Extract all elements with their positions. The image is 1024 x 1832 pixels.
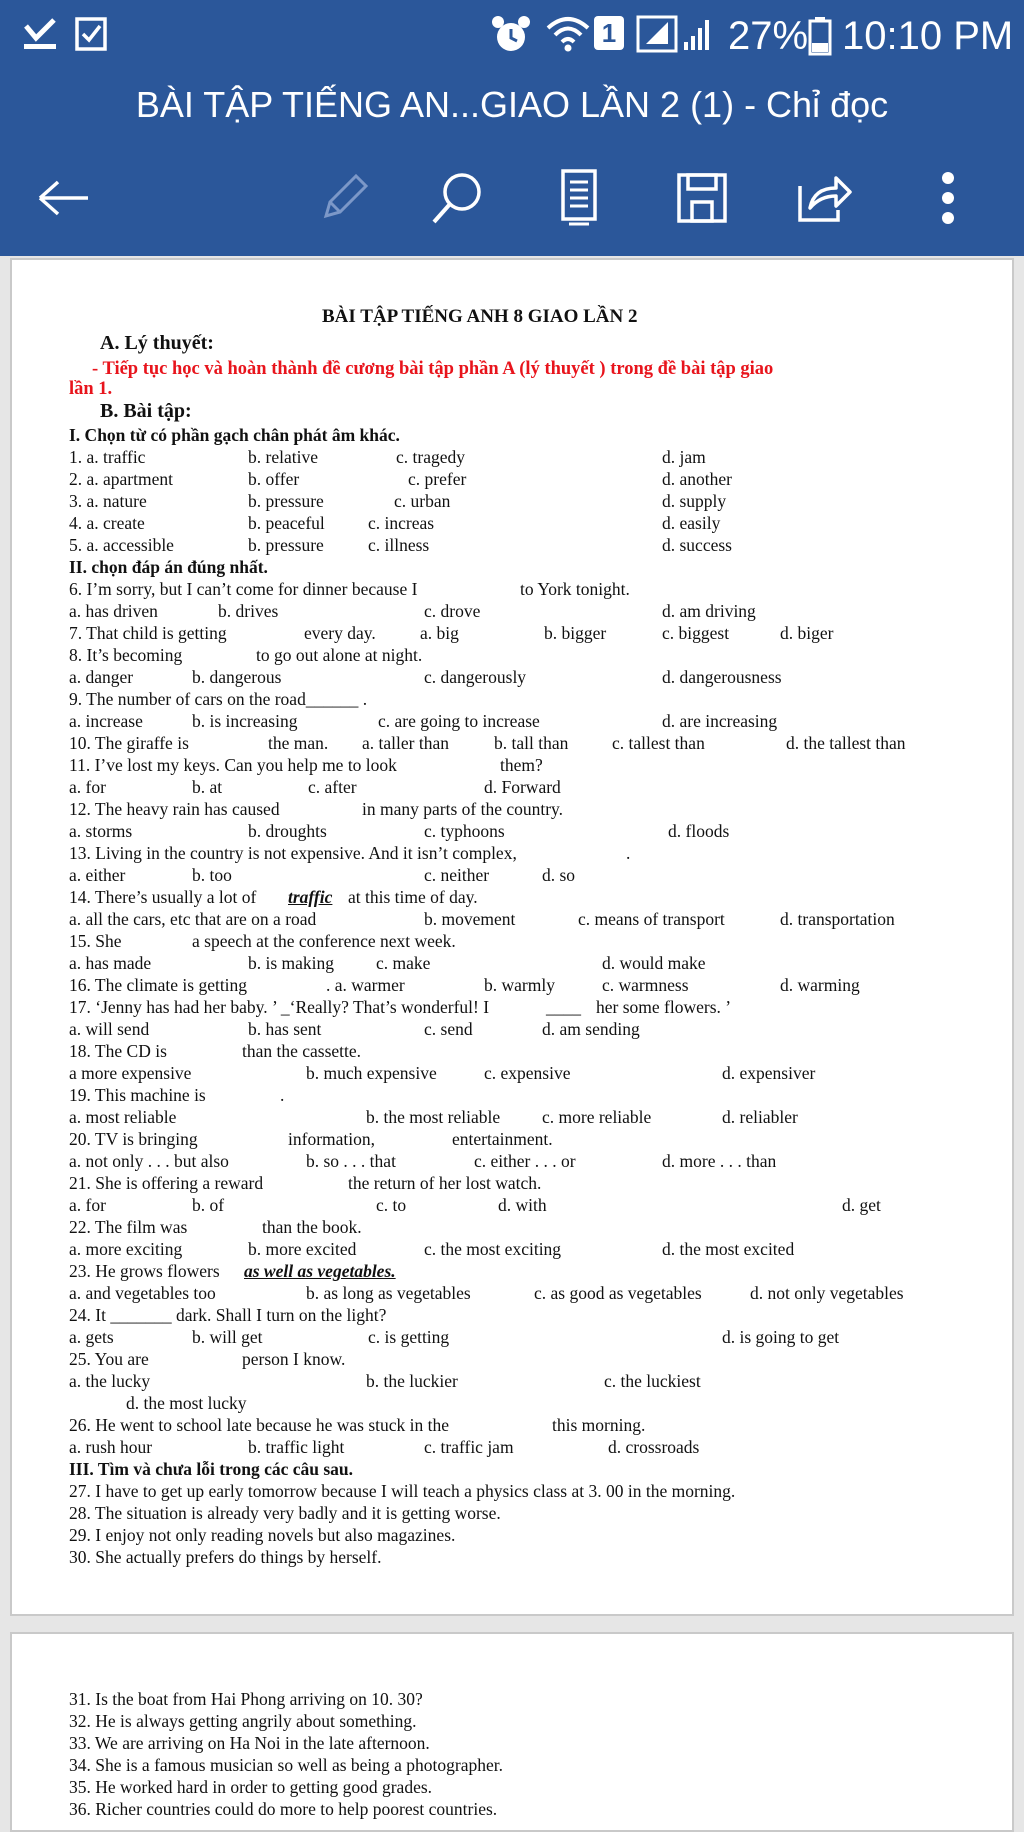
error-sentence: 31. Is the boat from Hai Phong arriving on 10. 30? <box>69 1689 423 1709</box>
answer-option: a. most reliable <box>69 1107 177 1127</box>
question-stem: 6. I’m sorry, but I can’t come for dinner because I <box>69 579 418 599</box>
answer-option: b. the luckier <box>366 1371 458 1391</box>
question-stem-tail: than the book. <box>262 1217 362 1237</box>
answer-option: a. either <box>69 865 126 885</box>
share-icon <box>794 170 854 226</box>
answer-option: a. not only . . . but also <box>69 1151 229 1171</box>
answer-option: b. much expensive <box>306 1063 437 1083</box>
answer-option: d. the tallest than <box>786 733 906 753</box>
answer-option: b. has sent <box>248 1019 322 1039</box>
answer-option: a. taller than <box>362 733 449 753</box>
answer-option: c. either . . . or <box>474 1151 576 1171</box>
share-button[interactable] <box>786 160 862 236</box>
answer-option: d. is going to get <box>722 1327 840 1347</box>
answer-option: b. traffic light <box>248 1437 345 1457</box>
question-stem: 24. It _______ dark. Shall I turn on the light? <box>69 1305 387 1325</box>
answer-option: b. will get <box>192 1327 263 1347</box>
answer-option: b. drives <box>218 601 279 621</box>
save-button[interactable] <box>664 160 740 236</box>
document-file-title: BÀI TẬP TIẾNG AN...GIAO LẦN 2 (1) - Chỉ đọc <box>135 84 889 125</box>
question-stem: 17. ‘Jenny has had her baby. ’ _‘Really? That’s wonderful! I <box>69 997 490 1017</box>
error-sentence: 30. She actually prefers do things by herself. <box>69 1547 382 1567</box>
error-sentence: 35. He worked hard in order to getting good grades. <box>69 1777 433 1797</box>
theory-note: - Tiếp tục học và hoàn thành đề cương bài tập phần A (lý thuyết ) trong đề bài tập giao <box>92 359 774 379</box>
answer-option: d. dangerousness <box>662 667 782 687</box>
answer-option: a. has made <box>69 953 152 973</box>
answer-option: a. the lucky <box>69 1371 151 1391</box>
answer-option: a. storms <box>69 821 133 841</box>
search-icon <box>428 168 488 228</box>
question-stem-tail: than the cassette. <box>242 1041 362 1061</box>
answer-option: d. biger <box>780 623 834 643</box>
question-stem-tail: . a. warmer <box>326 975 405 995</box>
question-stem: 19. This machine is <box>69 1085 206 1105</box>
question-stem-tail: this morning. <box>552 1415 646 1435</box>
answer-option: a. has driven <box>69 601 158 621</box>
edit-icon <box>316 170 372 226</box>
question-stem-tail: at this time of day. <box>348 887 478 907</box>
document-title-bar <box>0 72 1024 138</box>
question-stem: 21. She is offering a reward <box>69 1173 264 1193</box>
answer-option: c. drove <box>424 601 481 621</box>
question-stem: 7. That child is getting <box>69 623 227 643</box>
question-stem-tail: the man. <box>268 733 329 753</box>
part-iii-heading: III. Tìm và chưa lỗi trong các câu sau. <box>69 1459 354 1479</box>
more-icon <box>940 170 956 226</box>
answer-option: d. crossroads <box>608 1437 700 1457</box>
battery-percent: 27% <box>728 14 809 58</box>
answer-option: c. as good as vegetables <box>534 1283 702 1303</box>
question-stem-tail: . <box>626 843 631 863</box>
signal-icon <box>636 14 716 65</box>
back-icon <box>36 178 92 218</box>
document-page-2[interactable] <box>10 1632 1014 1832</box>
question-stem: 18. The CD is <box>69 1041 167 1061</box>
reading-view-button[interactable] <box>541 160 617 236</box>
search-button[interactable] <box>420 160 496 236</box>
question-keyword: as well as vegetables. <box>244 1261 396 1281</box>
question-stem-tail: them? <box>500 755 543 775</box>
answer-option: b. dangerous <box>192 667 282 687</box>
question-stem: 20. TV is bringing <box>69 1129 198 1149</box>
answer-option: d. am driving <box>662 601 756 621</box>
answer-option: b. is increasing <box>192 711 298 731</box>
alarm-icon <box>490 14 532 67</box>
answer-option: a. for <box>69 777 106 797</box>
question-stem-tail: person I know. <box>242 1349 346 1369</box>
question-stem-tail: . <box>280 1085 285 1105</box>
answer-option: c. make <box>376 953 431 973</box>
question-stem: 25. You are <box>69 1349 149 1369</box>
checkbox-notification-icon <box>74 14 110 65</box>
clock-time: 10:10 PM <box>842 14 1014 58</box>
back-button[interactable] <box>26 160 102 236</box>
answer-option: d. so <box>542 865 576 885</box>
answer-option: c. warmness <box>602 975 689 995</box>
answer-option: d. transportation <box>780 909 895 929</box>
question-stem-tail: a speech at the conference next week. <box>192 931 456 951</box>
answer-option: b. at <box>192 777 223 797</box>
part-ii-heading: II. chọn đáp án đúng nhất. <box>69 557 268 577</box>
answer-option: a. for <box>69 1195 106 1215</box>
save-icon <box>674 170 730 226</box>
error-sentence: 32. He is always getting angrily about something. <box>69 1711 417 1731</box>
answer-option: b. tall than <box>494 733 569 753</box>
error-sentence: 27. I have to get up early tomorrow because I will teach a physics class at 3. 00 in the morning. <box>69 1481 736 1501</box>
answer-option: a. will send <box>69 1019 150 1039</box>
answer-option: c. typhoons <box>424 821 505 841</box>
answer-option: c. are going to increase <box>378 711 540 731</box>
doc-heading: BÀI TẬP TIẾNG ANH 8 GIAO LẦN 2 <box>322 306 638 327</box>
answer-option: d. would make <box>602 953 706 973</box>
answer-option: c. traffic jam <box>424 1437 514 1457</box>
answer-option: b. too <box>192 865 232 885</box>
download-icon <box>20 14 60 65</box>
answer-option: c. biggest <box>662 623 730 643</box>
answer-option: d. floods <box>668 821 730 841</box>
answer-option: c. the luckiest <box>604 1371 701 1391</box>
answer-option: a. more exciting <box>69 1239 183 1259</box>
answer-option: c. after <box>308 777 357 797</box>
answer-option: b. droughts <box>248 821 327 841</box>
answer-option: c. neither <box>424 865 490 885</box>
answer-option: d. more . . . than <box>662 1151 777 1171</box>
answer-option: d. expensiver <box>722 1063 816 1083</box>
reading-view-icon <box>557 168 601 228</box>
answer-option: b. of <box>192 1195 225 1215</box>
question-stem: 9. The number of cars on the road______ . <box>69 689 368 709</box>
answer-option: b. bigger <box>544 623 607 643</box>
question-stem-tail: in many parts of the country. <box>362 799 564 819</box>
answer-option: c. the most exciting <box>424 1239 562 1259</box>
answer-option: d. with <box>498 1195 547 1215</box>
answer-option: c. tallest than <box>612 733 705 753</box>
answer-option: c. is getting <box>368 1327 450 1347</box>
question-stem: 26. He went to school late because he was stuck in the <box>69 1415 450 1435</box>
part-i-heading: I. Chọn từ có phần gạch chân phát âm khác. <box>69 425 400 445</box>
answer-option: a more expensive <box>69 1063 192 1083</box>
answer-option: c. means of transport <box>578 909 725 929</box>
question-stem-tail: entertainment. <box>452 1129 553 1149</box>
answer-option: a. big <box>420 623 459 643</box>
answer-option: a. all the cars, etc that are on a road <box>69 909 317 929</box>
answer-option: b. as long as vegetables <box>306 1283 471 1303</box>
answer-option: c. send <box>424 1019 473 1039</box>
question-stem-tail: her some flowers. ’ <box>596 997 732 1017</box>
question-blank: ____ <box>546 997 581 1017</box>
question-stem: 11. I’ve lost my keys. Can you help me to look <box>69 755 397 775</box>
answer-option: b. movement <box>424 909 516 929</box>
status-bar <box>0 0 1024 72</box>
answer-option: a. rush hour <box>69 1437 153 1457</box>
error-sentence: 36. Richer countries could do more to help poorest countries. <box>69 1799 498 1819</box>
answer-option: b. warmly <box>484 975 555 995</box>
error-sentence: 33. We are arriving on Ha Noi in the late afternoon. <box>69 1733 430 1753</box>
battery-icon <box>808 16 832 67</box>
answer-option: d. Forward <box>484 777 561 797</box>
sim-number-badge: 1 <box>594 16 624 50</box>
answer-option: b. more excited <box>248 1239 357 1259</box>
question-stem-tail: every day. <box>304 623 376 643</box>
answer-option: c. to <box>376 1195 407 1215</box>
answer-option: d. am sending <box>542 1019 640 1039</box>
answer-option: a. and vegetables too <box>69 1283 216 1303</box>
error-sentence: 34. She is a famous musician so well as being a photographer. <box>69 1755 504 1775</box>
question-stem-tail: the return of her lost watch. <box>348 1173 542 1193</box>
question-stem-tail: to go out alone at night. <box>256 645 423 665</box>
more-options-button[interactable] <box>910 160 986 236</box>
answer-option: d. are increasing <box>662 711 778 731</box>
answer-option: c. dangerously <box>424 667 527 687</box>
question-stem: 8. It’s becoming <box>69 645 183 665</box>
answer-option: d. not only vegetables <box>750 1283 904 1303</box>
theory-note-continued: lần 1. <box>69 379 113 399</box>
question-stem: 15. She <box>69 931 122 951</box>
answer-option: d. the most lucky <box>126 1393 247 1413</box>
section-b-heading: B. Bài tập: <box>100 400 192 422</box>
document-page-1[interactable]: BÀI TẬP TIẾNG ANH 8 GIAO LẦN 2 A. Lý thuyết: - Tiếp tục học và hoàn thành đề cương bài tập phần A (lý thuyết ) trong đề bài tập giao lần 1. B. Bài tập: I. Chọn từ có phần gạch chân phát âm khác. 1. a. traffic b. relative c. tragedy d. jam 2. a. apartment b. offer c. prefer d. another 3. a. nature b. pressure c. urban d. supply 4. a. create b. peaceful c. increas d. easily 5. a. accessible b. pressure c. illness d. success II. chọn đáp án đúng nhất. 6. I’m sorry, but I can’t come for dinner because I to York tonight. a. has driven b. drives c. drove d. am driving 7. That child is getting every day. a. big b. bigger c. biggest d. biger 8. It’s becoming to go out alone at night. a. danger b. dangerous c. dangerously d. dangerousness 9. The number of cars on the road______ . a. increase b. is increasing c. are going to increase d. are increasing 10. The giraffe is the man. a. taller than b. tall than c. tallest than d. the tallest than 11. I’ve lost my keys. Can you help me to look them? a. for b. at c. after d. Forward 12. The heavy rain has caused in many parts of the country. a. storms b. droughts c. typhoons d. floods 13. Living in the country is not expensive. And it isn’t complex, . a. either b. too c. neither d. so 14. There’s usually a lot of traffic at this time of day. a. all the cars, etc that are on a road b. movement c. means of transport d. transportation 15. She a speech at the conference next week. a. has made b. is making c. make d. would make 16. The climate is getting . a. warmer b. warmly c. warmness d. warming 17. ‘Jenny has had her baby. ’ _‘Really? That’s wonderful! I ____ her some flowers. ’ a. will send b. has sent c. send d. am sending 18. The CD is than the cassette. a more expensive b. much expensive c. expensive d. expensiver 19. This machine is . a. most reliable b. the most reliable c. more reliable d. reliabler 20. TV is bringing information, entertainment. a. not only . . . but also b. so . . . that c. either . . . or d. more . . . than 21. She is offering a reward the return of her lost watch. a. for b. of c. to d. with d. get 22. The film was than the book. a. more exciting b. more excited c. the most exciting d. the most excited 23. He grows flowers as well as vegetables. a. and vegetables too b. as long as vegetables c. as good as vegetables d. not only vegetables 24. It _______ dark. Shall I turn on the light? a. gets b. will get c. is getting d. is going to get 25. You are person I know. a. the lucky b. the luckier c. the luckiest d. the most lucky 26. He went to school late because he was stuck in the this morning. a. rush hour b. traffic light c. traffic jam d. crossroads III. Tìm và chưa lỗi trong các câu sau. 27. I have to get up early tomorrow because I will teach a physics class at 3. 00 in the morning. 28. The situation is already very badly and it is getting worse. 29. I enjoy not only reading novels but also magazines. 30. She actually prefers do things by herself. <box>10 258 1014 1616</box>
section-a-heading: A. Lý thuyết: <box>100 332 214 354</box>
answer-option: d. warming <box>780 975 860 995</box>
question-keyword: traffic <box>288 887 333 907</box>
question-stem: 12. The heavy rain has caused <box>69 799 280 819</box>
question-stem: 10. The giraffe is <box>69 733 189 753</box>
answer-option: b. so . . . that <box>306 1151 396 1171</box>
answer-option: d. get <box>842 1195 881 1215</box>
answer-option: a. danger <box>69 667 134 687</box>
question-stem: 16. The climate is getting <box>69 975 248 995</box>
app-toolbar <box>0 138 1024 256</box>
wifi-icon <box>544 14 592 65</box>
question-stem-tail: to York tonight. <box>520 579 630 599</box>
answer-option: a. increase <box>69 711 143 731</box>
answer-option: a. gets <box>69 1327 114 1347</box>
answer-option: d. the most excited <box>662 1239 795 1259</box>
answer-option: b. is making <box>248 953 335 973</box>
answer-option: c. more reliable <box>542 1107 652 1127</box>
error-sentence: 28. The situation is already very badly and it is getting worse. <box>69 1503 501 1523</box>
question-stem: 13. Living in the country is not expensive. And it isn’t complex, <box>69 843 517 863</box>
question-stem: 22. The film was <box>69 1217 188 1237</box>
edit-button[interactable] <box>306 160 382 236</box>
answer-option: c. expensive <box>484 1063 571 1083</box>
error-sentence: 29. I enjoy not only reading novels but also magazines. <box>69 1525 456 1545</box>
question-stem: 23. He grows flowers <box>69 1261 220 1281</box>
question-stem-middle: information, <box>288 1129 375 1149</box>
answer-option: b. the most reliable <box>366 1107 501 1127</box>
question-stem: 14. There’s usually a lot of <box>69 887 257 907</box>
answer-option: d. reliabler <box>722 1107 798 1127</box>
